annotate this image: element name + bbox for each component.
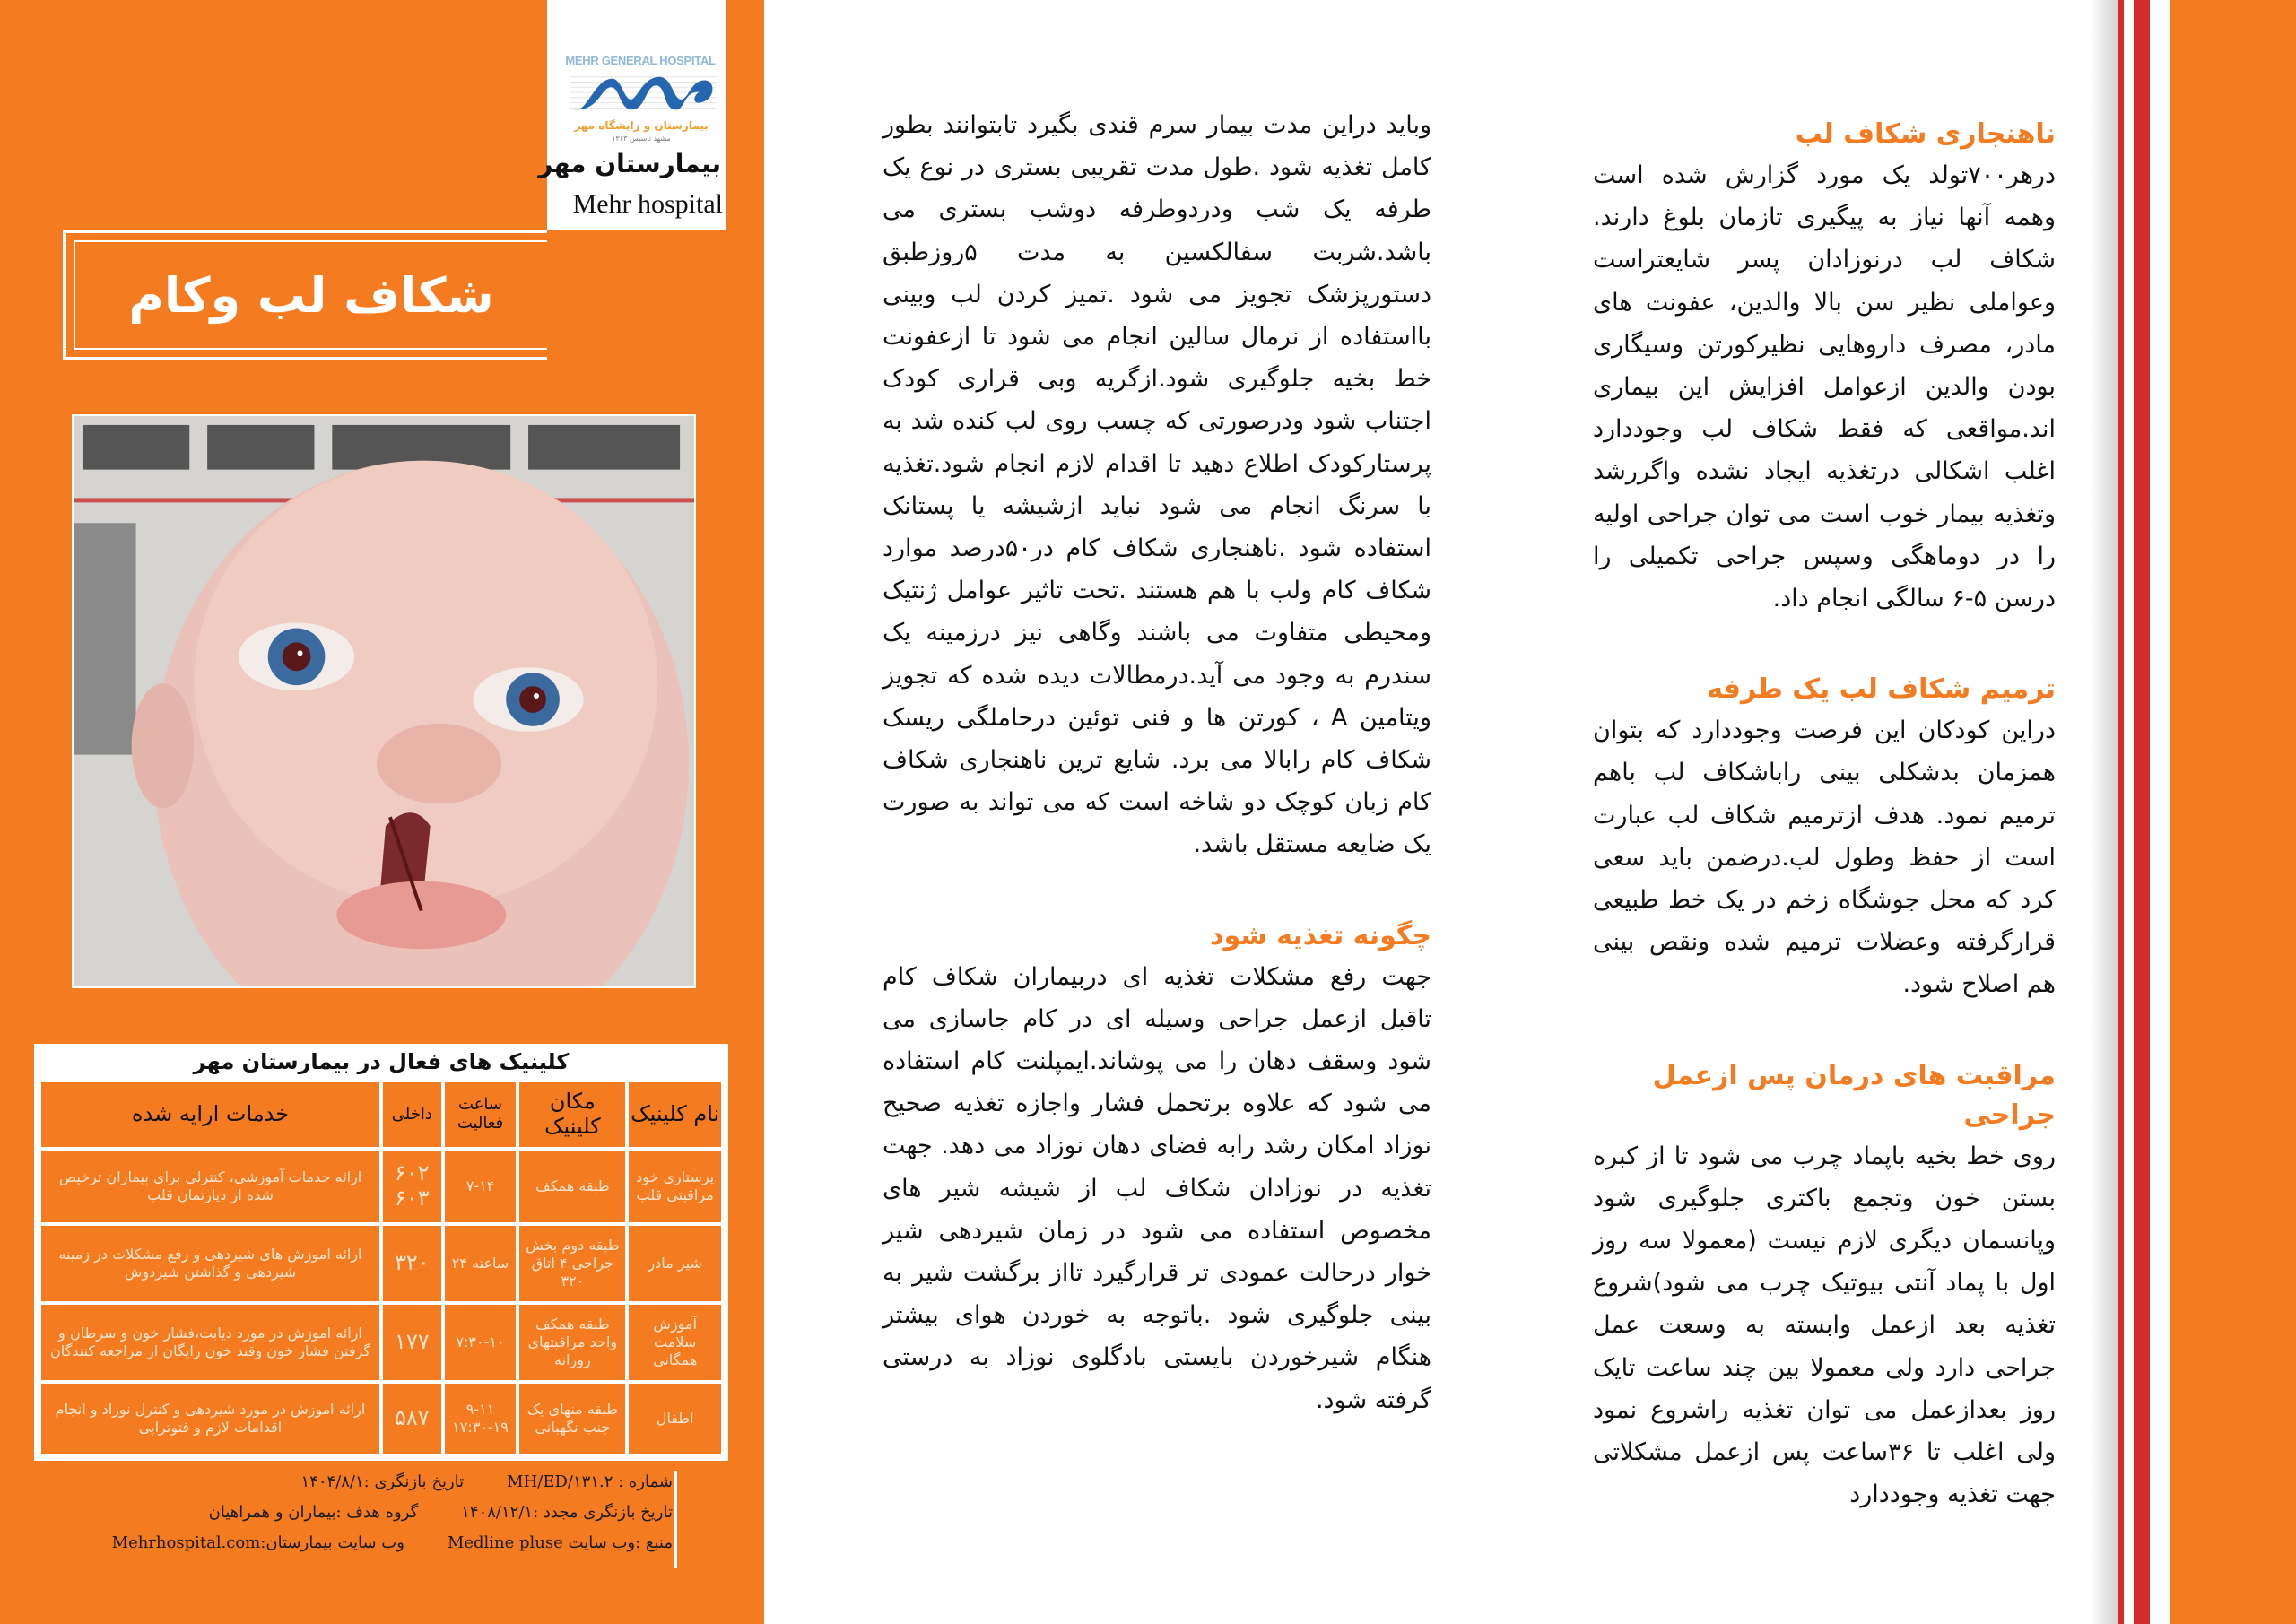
clinic-name: پرستاری خود مراقبتی قلب	[627, 1149, 723, 1224]
right-column	[1593, 115, 2056, 1515]
right-orange-band	[2170, 0, 2296, 1624]
clinic-extension: ۱۷۷	[381, 1303, 443, 1382]
hospital-name-fa: بیمارستان مهر	[538, 149, 721, 178]
unilateral-repair-heading: ترمیم شکاف لب یک طرفه	[1707, 673, 2056, 706]
clinic-name: شیر مادر	[627, 1224, 723, 1303]
unilateral-repair-paragraph: دراین کودکان این فرصت وجوددارد که بتوان همزمان بدشکلی بینی راباشکاف لب باهم ترمیم نمود. هدف ازترمیم شکاف لب عبارت است از حفظ وطول لب.درضمن باید سعی کرد که محل جوشگاه زخم در یک خط طبیعی قرارگرفته وعضلات ترمیم شده ونقص بینی هم اصلاح شود.	[1593, 716, 2056, 999]
mehr-wave-logo-icon	[567, 72, 719, 117]
document-number: شماره : MH/ED/۱۳۱.۲	[507, 1472, 673, 1491]
header-extension: داخلی	[381, 1081, 443, 1149]
footer-divider	[674, 1471, 677, 1568]
logo-persian-text: بیمارستان و زایشگاه مهر	[574, 119, 709, 132]
document-footer	[90, 1467, 673, 1559]
clinic-services: ارائه خدمات آموزشی، کنترلی برای بیماران ترخیص شده از دپارتمان قلب	[39, 1149, 381, 1224]
clinic-name: اطفال	[627, 1382, 723, 1455]
table-row	[39, 1149, 723, 1224]
clinic-name: آموزش سلامت همگانی	[627, 1303, 723, 1382]
white-stripe	[2150, 0, 2170, 1624]
header-services: خدمات ارایه شده	[39, 1081, 381, 1149]
feeding-heading: چگونه تغذیه شود	[1210, 919, 1431, 951]
middle-column	[883, 104, 1431, 1421]
clinic-hours: ۷-۱۴	[443, 1149, 518, 1224]
table-row	[39, 1224, 723, 1303]
clinic-extension: ۵۸۷	[381, 1382, 443, 1455]
clinics-table-card	[34, 1044, 728, 1461]
cover-title: شکاف لب وکام	[128, 266, 494, 324]
clinic-location: طبقه دوم بخش جراحی ۴ اتاق ۳۲۰	[517, 1224, 627, 1303]
next-review-date: تاریخ بازنگری مجدد :۱۴۰۸/۱۲/۱	[461, 1503, 673, 1522]
clinic-hours: ۷:۳۰-۱۰	[443, 1303, 518, 1382]
red-stripe-thick	[2134, 0, 2150, 1624]
logo-english-text: MEHR GENERAL HOSPITAL	[565, 54, 716, 67]
clinic-extension: ۶۰۲ ۶۰۳	[381, 1149, 443, 1224]
hospital-website[interactable]: وب سایت بیمارستان:Mehrhospital.com	[111, 1533, 404, 1552]
source: منبع :وب سایت Medline pluse	[447, 1533, 673, 1552]
clinic-services: ارائه اموزش در مورد دیابت،فشار خون و سرطان و گرفتن فشار خون وقند خون رایگان از مراجعه کنندگان	[39, 1303, 381, 1382]
clinic-location: طبقه منهای یک جنب نگهبانی	[517, 1382, 627, 1455]
cover-title-box	[63, 230, 547, 360]
newspaper-masthead	[83, 425, 680, 470]
photo-illustration	[74, 416, 694, 986]
hospital-name-en: Mehr hospital	[572, 189, 723, 219]
clinic-hours: ۲۴ ساعته	[443, 1224, 518, 1303]
clinic-location: طبقه همکف واحد مراقبتهای روزانه	[517, 1303, 627, 1382]
post-op-care-heading: مراقبت های درمان پس ازعمل جراحی	[1652, 1059, 2056, 1131]
header-clinic-name: نام کلینیک	[627, 1081, 723, 1149]
clinics-table-title: کلینیک های فعال در بیمارستان مهر	[193, 1049, 570, 1074]
clinics-table	[38, 1079, 725, 1457]
post-op-care-paragraph: روی خط بخیه باپماد چرب می شود تا از کبره بستن خون وتجمع باکتری جلوگیری شود وپانسمان دیگری لازم نیست (معمولا سه روز اول با پماد آنتی بیوتیک چرب می شود)شروع تغذیه بعد ازعمل وابسته به وسعت عمل جراحی دارد ولی معمولا بین چند ساعت تایک روز بعدازعمل می توان تغذیه راشروع نمود ولی اغلب تا ۳۶ساعت پس ازعمل مشکلاتی جهت تغذیه وجوددارد	[1593, 1142, 2057, 1509]
review-date: تاریخ بازنگری :۱۴۰۴/۸/۱	[300, 1472, 465, 1491]
palate-care-paragraph: وباید دراین مدت بیمار سرم قندی بگیرد تابتوانند بطور کامل تغذیه شود .طول مدت تقریبی بستری در نوع یک طرفه یک شب ودردوطرفه دوشب بستری می باشد.شربت سفالکسین به مدت ۵روزطبق دستورپزشک تجویز می شود .تمیز کردن لب وبینی بااستفاده از نرمال سالین انجام می شود تا ازعفونت خط بخیه جلوگیری شود.ازگریه وبی قراری کودک اجتناب شود ودرصورتی که چسب روی لب کنده شد به پرستارکودک اطلاع دهید تا اقدام لازم انجام شود.تغذیه با سرنگ انجام می شود نباید ازشیشه یا پستانک استفاده شود .ناهنجاری شکاف کام در۵۰درصد موارد شکاف کام ولب با هم هستند .تحت تاثیر عوامل ژنتیک ومحیطی متفاوت می باشند وگاهی نیز درزمینه یک سندرم به وجود می آید.درمطالات دیده شده که تجویز ویتامین A ، کورتن ها و فنی توئین درحاملگی ریسک شکاف کام رابالا می برد. شایع ترین ناهنجاری شکاف کام زبان کوچک دو شاخه است که می تواند به صورت یک ضایعه مستقل باشد.	[883, 111, 1431, 859]
header-clinic-location: مکان کلینیک	[517, 1081, 627, 1149]
feeding-paragraph: جهت رفع مشکلات تغذیه ای دربیماران شکاف کام تاقبل ازعمل جراحی وسیله ای در کام جاسازی می شود وسقف دهان را می پوشاند.ایمپلنت کام استفاده می شود که علاوه برتحمل فشار واجازه تغذیه صحیح نوزاد امکان رشد رابه فضای دهان نوزاد می دهد. جهت تغذیه در نوزادان شکاف لب از شیشه شیر های مخصوص استفاده می شود در زمان شیردهی شیر خوار درحالت عمودی تر قرارگیرد تااز برگشت شیر به بینی جلوگیری شود .باتوجه به خوردن هوای بیشتر هنگام شیرخوردن بایستی بادگلوی نوزاد به درستی گرفته شود.	[883, 962, 1431, 1414]
cleft-lip-paragraph: درهر۷۰۰تولد یک مورد گزارش شده است وهمه آنها نیاز به پیگیری تازمان بلوغ دارند. شکاف لب درنوزادان پسر شایعتراست وعواملی نظیر سن بالا والدین، عفونت های مادر، مصرف داروهایی نظیرکورتن وسیگاری بودن والدین ازعوامل افزایش این بیماری اند.مواقعی که فقط شکاف لب وجوددارد اغلب اشکالی درتغذیه ایجاد نشده واگررشد وتغذیه بیمار خوب است می توان جراحی اولیه را در دوماهگی وسپس جراحی تکمیلی را درسن ۵-۶ سالگی انجام داد.	[1593, 161, 2056, 613]
table-row	[39, 1303, 723, 1382]
clinic-services: ارائه اموزش های شیردهی و رفع مشکلات در زمینه شیردهی و گذاشتن شیردوش	[39, 1224, 381, 1303]
table-row	[39, 1382, 723, 1455]
red-stripe-thin	[2118, 0, 2124, 1624]
cover-panel	[0, 0, 764, 1624]
white-stripe	[2124, 0, 2134, 1624]
baby-with-cleft-lip-photo	[72, 414, 696, 988]
clinic-extension: ۳۲۰	[381, 1224, 443, 1303]
cleft-lip-heading: ناهنجاری شکاف لب	[1795, 118, 2056, 150]
logo-subtitle: مشهد تاسیس ۱۳۶۳	[612, 135, 671, 143]
header-hours: ساعت فعالیت	[443, 1081, 518, 1149]
logo-card	[538, 0, 726, 230]
clinic-services: ارائه اموزش در مورد شیردهی و کنترل نوزاد و انجام اقدامات لازم و فتوتراپی	[39, 1382, 381, 1455]
target-group: گروه هدف :بیماران و همراهیان	[208, 1503, 419, 1522]
clinic-location: طبقه همکف	[517, 1149, 627, 1224]
clinic-hours: ۹-۱۱ ۱۷:۳۰-۱۹	[443, 1382, 518, 1455]
